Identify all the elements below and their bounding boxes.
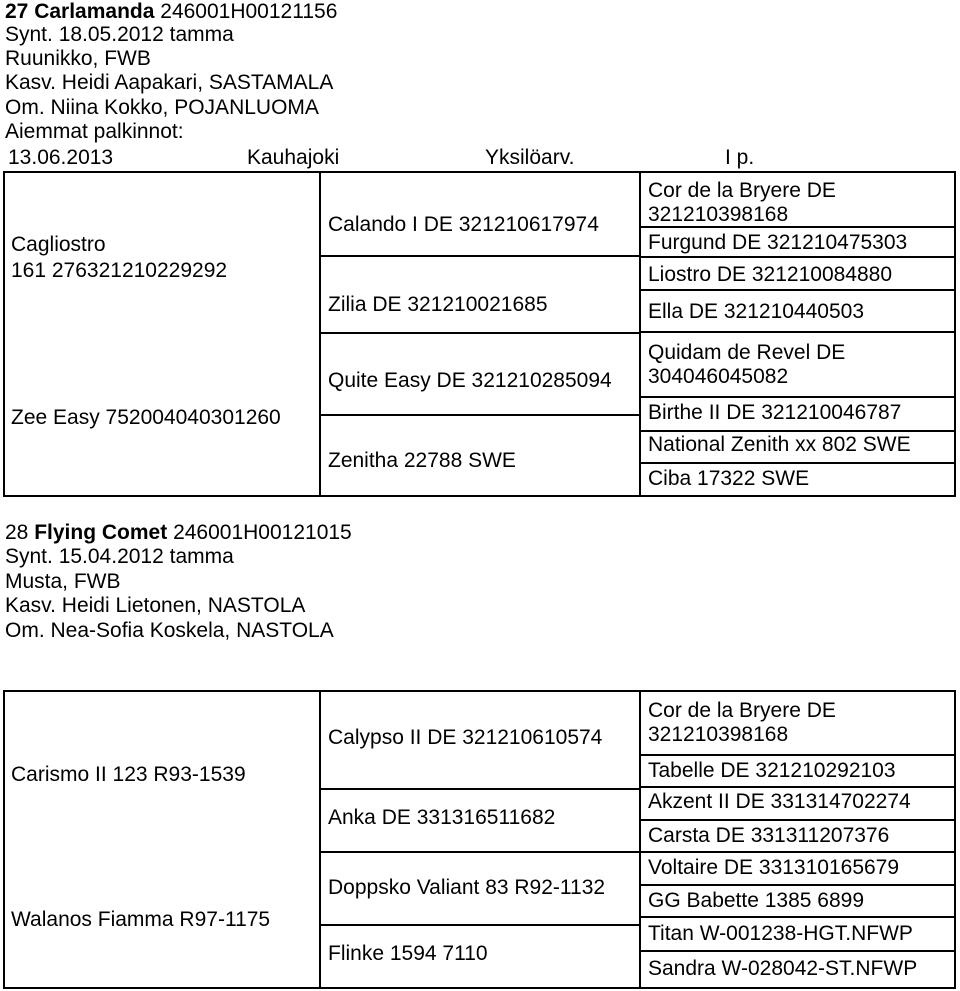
registration-number: 246001H00121015 [173,521,352,544]
great-grandparent: Tabelle DE 321210292103 [648,759,896,782]
pedigree-table-27 [3,171,956,497]
registration-number: 246001H00121156 [160,0,338,23]
granddam-paternal: Anka DE 331316511682 [328,806,556,829]
prize-grade: I p. [725,146,755,169]
prize-row [5,145,765,171]
sire-cell [5,692,319,853]
sire-cell [5,173,319,334]
grandsire-paternal: Calypso II DE 321210610574 [328,726,603,749]
great-grandparent: Titan W-001238-HGT.NFWP [648,922,913,945]
birth-info: Synt. 15.04.2012 tamma [5,545,234,568]
sire-reg: 161 276321210229292 [11,259,228,282]
owner: Om. Nea-Sofia Koskela, NASTOLA [5,619,334,642]
birth-info: Synt. 18.05.2012 tamma [5,23,234,46]
pedigree-table-28 [3,690,956,989]
pedigree-parents [5,692,321,987]
prize-class: Yksilöarv. [485,146,575,169]
great-grandparent: GG Babette 1385 6899 [648,889,864,912]
entry-28-title: 28 Flying Comet 246001H00121015 [5,521,352,544]
breeder: Kasv. Heidi Aapakari, SASTAMALA [5,71,334,94]
great-grandparent: Cor de la Bryere DE [648,699,836,722]
pedigree-great-grandparents [641,173,954,495]
great-grandparent: Akzent II DE 331314702274 [648,790,911,813]
great-grandparent: Liostro DE 321210084880 [648,263,893,286]
pedigree-grandparents [319,173,641,495]
dam-cell [5,334,319,495]
great-grandparent: Carsta DE 331311207376 [648,824,890,847]
dam-cell [5,853,319,987]
great-grandparent: Ella DE 321210440503 [648,300,865,323]
sire-name: Carismo II 123 R93-1539 [11,763,246,786]
dam-name: Zee Easy 752004040301260 [11,406,281,429]
horse-name: Flying Comet [34,521,168,544]
prize-date: 13.06.2013 [8,146,114,169]
prizes-label: Aiemmat palkinnot: [5,120,184,143]
granddam-maternal: Flinke 1594 7110 [328,942,488,965]
great-grandparent: National Zenith xx 802 SWE [648,433,911,456]
great-grandparent: Sandra W-028042-ST.NFWP [648,957,918,980]
pedigree-great-grandparents [641,692,954,987]
granddam-maternal: Zenitha 22788 SWE [328,449,516,472]
prize-place: Kauhajoki [247,146,340,169]
great-grandparent: Quidam de Revel DE [648,341,846,364]
pedigree-parents [5,173,321,495]
great-grandparent: Voltaire DE 331310165679 [648,856,900,879]
great-grandparent: Cor de la Bryere DE [648,179,836,202]
great-grandparent-reg: 321210398168 [648,723,789,746]
dam-name: Walanos Fiamma R97-1175 [11,908,271,931]
grandsire-maternal: Quite Easy DE 321210285094 [328,369,612,392]
great-grandparent: Birthe II DE 321210046787 [648,401,902,424]
color-breed: Musta, FWB [5,570,121,593]
color-breed: Ruunikko, FWB [5,47,151,70]
granddam-paternal: Zilia DE 321210021685 [328,293,548,316]
entry-27-title: 27 Carlamanda 246001H00121156 [5,0,338,23]
owner: Om. Niina Kokko, POJANLUOMA [5,96,319,119]
breeder: Kasv. Heidi Lietonen, NASTOLA [5,594,306,617]
great-grandparent-reg: 304046045082 [648,365,789,388]
great-grandparent-reg: 321210398168 [648,203,789,226]
sire-name: Cagliostro [11,233,106,256]
great-grandparent: Furgund DE 321210475303 [648,231,908,254]
horse-name: Carlamanda [34,0,155,23]
grandsire-maternal: Doppsko Valiant 83 R92-1132 [328,876,606,899]
pedigree-grandparents [319,692,641,987]
great-grandparent: Ciba 17322 SWE [648,467,810,490]
grandsire-paternal: Calando I DE 321210617974 [328,213,599,236]
